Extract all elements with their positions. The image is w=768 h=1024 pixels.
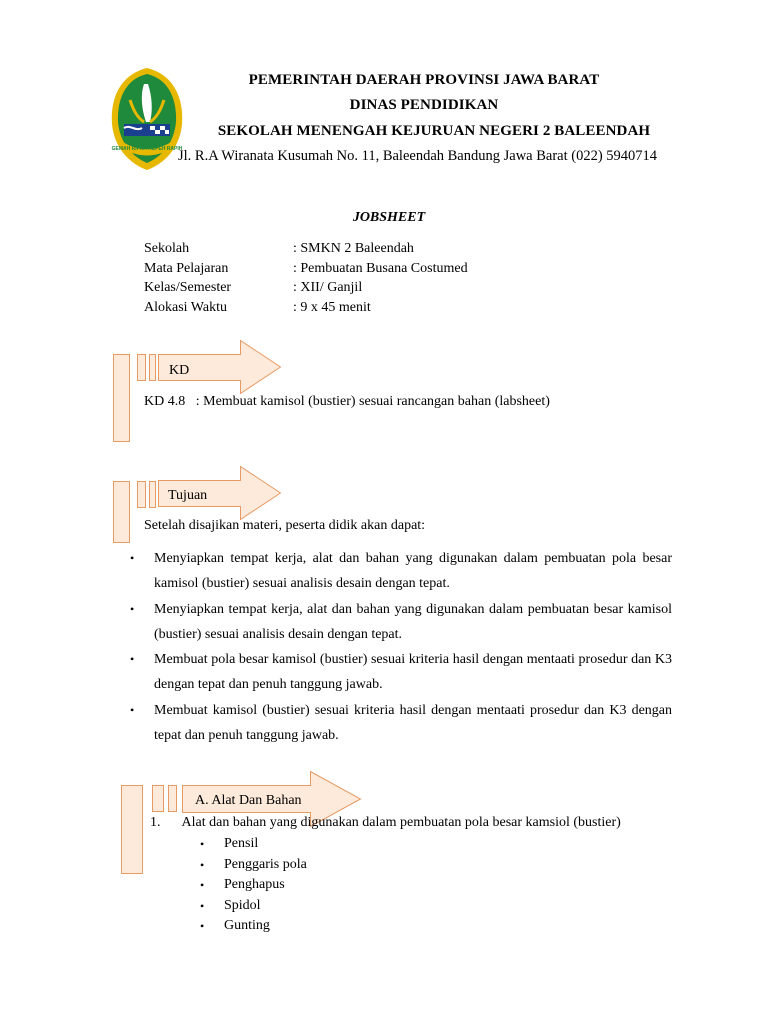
page-title: JOBSHEET (352, 210, 426, 225)
tujuan-heading: Tujuan (168, 488, 208, 503)
tujuan-intro: Setelah disajikan materi, peserta didik akan dapat: (144, 518, 426, 533)
alat-small-bar-2 (168, 785, 177, 812)
bullet-icon: • (200, 878, 205, 892)
school-address: Jl. R.A Wiranata Kusumah No. 11, Baleendah Bandung Jawa Barat (022) 5940714 (178, 148, 658, 164)
info-value: : XII/ Ganjil (293, 280, 363, 295)
kd-heading: KD (169, 363, 190, 378)
list-item (200, 836, 258, 852)
list-item (200, 918, 270, 934)
info-label: Sekolah (144, 241, 190, 256)
header-line-3: SEKOLAH MENENGAH KEJURUAN NEGERI 2 BALEENDAH (217, 123, 651, 139)
kd-small-bar-1 (137, 354, 146, 381)
info-value: : Pembuatan Busana Costumed (293, 261, 468, 276)
list-item-text: Membuat pola besar kamisol (bustier) sesuai kriteria hasil dengan mentaati prosedur dan K3 dengan tepat dan penuh tanggung jawab. (154, 652, 672, 692)
kd-code: KD 4.8 (144, 394, 186, 409)
bullet-icon: • (200, 919, 205, 933)
list-item (200, 898, 261, 914)
kd-side-bar (113, 354, 130, 442)
list-item-text: Penggaris pola (224, 857, 307, 872)
tujuan-side-bar (113, 481, 130, 543)
list-item (200, 877, 285, 893)
list-item-text: Menyiapkan tempat kerja, alat dan bahan yang digunakan dalam pembuatan besar kamisol (bustier) sesuai analisis desain dengan tepat. (154, 602, 672, 642)
item-number: 1. (150, 815, 161, 830)
info-value: : 9 x 45 menit (293, 300, 371, 315)
list-item-text: Membuat kamisol (bustier) sesuai kriteria hasil dengan mentaati prosedur dan K3 dengan tepat dan penuh tanggung jawab. (154, 703, 672, 743)
bullet-icon: • (200, 899, 205, 913)
kd-text: : Membuat kamisol (bustier) sesuai rancangan bahan (labsheet) (195, 394, 550, 409)
list-item (130, 597, 672, 647)
bullet-icon: • (130, 703, 135, 717)
bullet-icon: • (200, 837, 205, 851)
bullet-icon: • (130, 602, 135, 616)
list-item-text: Penghapus (224, 877, 285, 892)
info-label: Mata Pelajaran (144, 261, 229, 276)
info-label: Alokasi Waktu (144, 300, 227, 315)
logo-motto: GEMAH RIPAH REPEH RAPIH (111, 146, 183, 152)
header-line-1: PEMERINTAH DAERAH PROVINSI JAWA BARAT (248, 72, 600, 88)
alat-numbered-item (150, 815, 621, 831)
alat-side-bar (121, 785, 143, 874)
tujuan-small-bar-2 (149, 481, 156, 508)
tujuan-small-bar-1 (137, 481, 146, 508)
bullet-icon: • (130, 652, 135, 666)
list-item (200, 857, 307, 873)
list-item (130, 546, 672, 596)
list-item-text: Spidol (224, 898, 261, 913)
bullet-icon: • (200, 858, 205, 872)
alat-small-bar-1 (152, 785, 164, 812)
list-item-text: Gunting (224, 918, 270, 933)
info-label: Kelas/Semester (144, 280, 232, 295)
info-value: : SMKN 2 Baleendah (293, 241, 414, 256)
list-item (130, 647, 672, 697)
kd-statement (144, 394, 550, 410)
list-item (130, 698, 672, 748)
bullet-icon: • (130, 551, 135, 565)
list-item-text: Menyiapkan tempat kerja, alat dan bahan yang digunakan dalam pembuatan pola besar kamisol (bustier) sesuai analisis desain dengan tepat. (154, 551, 672, 591)
item-text: Alat dan bahan yang digunakan dalam pembuatan pola besar kamsiol (bustier) (181, 815, 621, 830)
alat-heading: A. Alat Dan Bahan (195, 793, 302, 808)
kd-small-bar-2 (149, 354, 156, 381)
list-item-text: Pensil (224, 836, 259, 851)
header-line-2: DINAS PENDIDIKAN (349, 97, 499, 113)
